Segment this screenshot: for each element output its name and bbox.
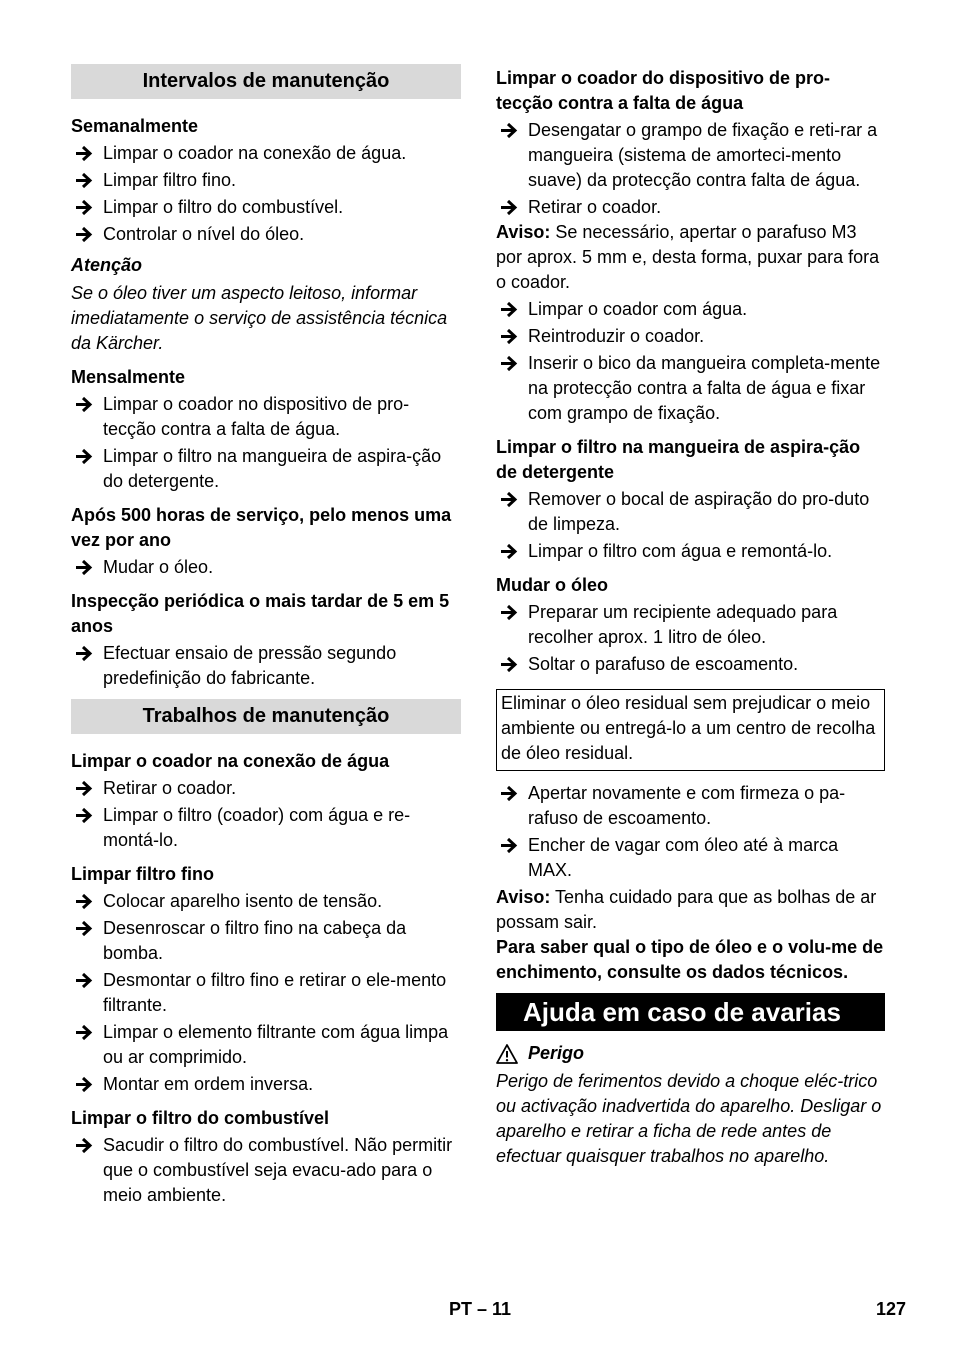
arrow-icon (73, 803, 97, 828)
arrow-icon (498, 118, 522, 143)
list-item (71, 776, 461, 801)
list-item-text: Preparar um recipiente adequado para recolher aprox. 1 litro de óleo. (528, 602, 838, 647)
list-item (71, 222, 461, 247)
waterprot-list-2 (496, 297, 885, 426)
oil-heading: Mudar o óleo (496, 575, 608, 595)
list-item (496, 351, 885, 426)
arrow-icon (73, 555, 97, 580)
oil-note (496, 885, 885, 935)
attention-text: Se o óleo tiver um aspecto leitoso, informar imediatamente o serviço de assistência técnica da Kärcher. (71, 283, 448, 353)
list-item (496, 487, 885, 537)
list-item (496, 195, 885, 220)
attention-title: Atenção (71, 255, 143, 275)
arrow-icon (73, 222, 97, 247)
list-item (71, 1072, 461, 1097)
arrow-icon (498, 781, 522, 806)
warning-triangle-icon (496, 1044, 518, 1064)
list-item (496, 600, 885, 650)
oil-note-label: Aviso: (496, 887, 551, 907)
list-item-text: Desenroscar o filtro fino na cabeça da bomba. (103, 918, 407, 963)
monthly-heading: Mensalmente (71, 367, 186, 387)
arrow-icon (73, 195, 97, 220)
oil-list-1 (496, 600, 885, 677)
finefilter-heading: Limpar filtro fino (71, 864, 214, 884)
list-item (71, 141, 461, 166)
list-item (71, 803, 461, 853)
list-item (71, 555, 461, 580)
list-item (496, 324, 885, 349)
arrow-icon (73, 968, 97, 993)
list-item (71, 1133, 461, 1208)
list-item-text: Limpar o elemento filtrante com água limpa ou ar comprimido. (103, 1022, 449, 1067)
list-item-text: Soltar o parafuso de escoamento. (528, 654, 799, 674)
monthly-list (71, 392, 461, 494)
arrow-icon (498, 652, 522, 677)
fuelfilter-heading: Limpar o filtro do combustível (71, 1108, 330, 1128)
after500-heading: Após 500 horas de serviço, pelo menos uma vez por ano (71, 505, 452, 550)
list-item-text: Limpar o coador com água. (528, 299, 748, 319)
arrow-icon (73, 168, 97, 193)
list-item-text: Limpar o coador no dispositivo de pro-tecção contra a falta de água. (103, 394, 410, 439)
inspection-list (71, 641, 461, 691)
suction-heading: Limpar o filtro na mangueira de aspira-ção de detergente (496, 437, 861, 482)
list-item-text: Reintroduzir o coador. (528, 326, 705, 346)
arrow-icon (73, 916, 97, 941)
waterprot-list-1 (496, 118, 885, 220)
list-item (496, 118, 885, 193)
list-item (71, 916, 461, 966)
list-item-text: Inserir o bico da mangueira completa-mente na protecção contra a falta de água e fixar com grampo de fixação. (528, 353, 881, 423)
arrow-icon (498, 351, 522, 376)
list-item (496, 539, 885, 564)
list-item-text: Limpar o filtro do combustível. (103, 197, 344, 217)
page-number: 127 (876, 1299, 907, 1319)
oil-list-2 (496, 781, 885, 883)
arrow-icon (498, 297, 522, 322)
waterprot-heading: Limpar o coador do dispositivo de pro-tecção contra a falta de água (496, 68, 831, 113)
waterprot-note (496, 220, 885, 295)
fuelfilter-list (71, 1133, 461, 1208)
list-item (71, 641, 461, 691)
oil-disposal-box: Eliminar o óleo residual sem prejudicar o meio ambiente ou entregá-lo a um centro de recolha de óleo residual. (496, 689, 885, 771)
arrow-icon (498, 600, 522, 625)
list-item-text: Limpar o coador na conexão de água. (103, 143, 407, 163)
waterprot-note-label: Aviso: (496, 222, 551, 242)
list-item-text: Desengatar o grampo de fixação e reti-rar a mangueira (sistema de amorteci-mento suave) da protecção contra falta de água. (528, 120, 878, 190)
list-item-text: Mudar o óleo. (103, 557, 214, 577)
danger-title-row (496, 1041, 885, 1066)
list-item-text: Desmontar o filtro fino e retirar o ele-mento filtrante. (103, 970, 447, 1015)
oil-bold-text: Para saber qual o tipo de óleo e o volu-me de enchimento, consulte os dados técnicos. (496, 937, 884, 982)
arrow-icon (498, 487, 522, 512)
list-item-text: Retirar o coador. (103, 778, 237, 798)
arrow-icon (73, 1020, 97, 1045)
right-column (496, 64, 885, 1169)
weekly-list (71, 141, 461, 247)
arrow-icon (73, 641, 97, 666)
list-item (71, 889, 461, 914)
arrow-icon (73, 392, 97, 417)
list-item-text: Controlar o nível do óleo. (103, 224, 305, 244)
waterprot-note-text: Se necessário, apertar o parafuso M3 por aprox. 5 mm e, desta forma, puxar para fora o coador. (496, 222, 880, 292)
list-item-text: Apertar novamente e com firmeza o pa-rafuso de escoamento. (528, 783, 846, 828)
list-item-text: Limpar filtro fino. (103, 170, 237, 190)
list-item-text: Sacudir o filtro do combustível. Não permitir que o combustível seja evacu-ado para o meio ambiente. (103, 1135, 453, 1205)
list-item (71, 392, 461, 442)
arrow-icon (73, 776, 97, 801)
troubleshooting-title: Ajuda em caso de avarias (496, 993, 885, 1031)
list-item-text: Montar em ordem inversa. (103, 1074, 314, 1094)
left-column (71, 64, 461, 1208)
arrow-icon (73, 1133, 97, 1158)
footer-section: PT – 11 (449, 1299, 512, 1319)
danger-title: Perigo (528, 1043, 585, 1063)
strainer-list (71, 776, 461, 853)
arrow-icon (498, 324, 522, 349)
list-item (71, 168, 461, 193)
list-item-text: Colocar aparelho isento de tensão. (103, 891, 383, 911)
weekly-heading: Semanalmente (71, 116, 199, 136)
arrow-icon (498, 833, 522, 858)
arrow-icon (73, 141, 97, 166)
list-item (71, 444, 461, 494)
danger-text: Perigo de ferimentos devido a choque eléc-trico ou activação inadvertida do aparelho. Desligar o aparelho e retirar a ficha de rede antes de efectuar quaisquer trabalhos no aparelho. (496, 1071, 882, 1166)
list-item (71, 195, 461, 220)
list-item (71, 1020, 461, 1070)
list-item (496, 833, 885, 883)
finefilter-list (71, 889, 461, 1097)
section-band-maintenance-intervals: Intervalos de manutenção (71, 64, 461, 99)
list-item (496, 652, 885, 677)
list-item-text: Limpar o filtro com água e remontá-lo. (528, 541, 833, 561)
list-item-text: Limpar o filtro (coador) com água e re-montá-lo. (103, 805, 411, 850)
inspection-heading: Inspecção periódica o mais tardar de 5 em 5 anos (71, 591, 450, 636)
arrow-icon (498, 539, 522, 564)
list-item (496, 297, 885, 322)
arrow-icon (73, 444, 97, 469)
list-item-text: Limpar o filtro na mangueira de aspira-ção do detergente. (103, 446, 442, 491)
arrow-icon (498, 195, 522, 220)
list-item-text: Remover o bocal de aspiração do pro-duto de limpeza. (528, 489, 870, 534)
after500-list (71, 555, 461, 580)
list-item-text: Encher de vagar com óleo até à marca MAX. (528, 835, 839, 880)
list-item-text: Retirar o coador. (528, 197, 662, 217)
suction-list (496, 487, 885, 564)
list-item (496, 781, 885, 831)
section-band-maintenance-works: Trabalhos de manutenção (71, 699, 461, 734)
list-item-text: Efectuar ensaio de pressão segundo predefinição do fabricante. (103, 643, 397, 688)
oil-note-text: Tenha cuidado para que as bolhas de ar possam sair. (496, 887, 877, 932)
arrow-icon (73, 1072, 97, 1097)
arrow-icon (73, 889, 97, 914)
strainer-heading: Limpar o coador na conexão de água (71, 751, 390, 771)
list-item (71, 968, 461, 1018)
